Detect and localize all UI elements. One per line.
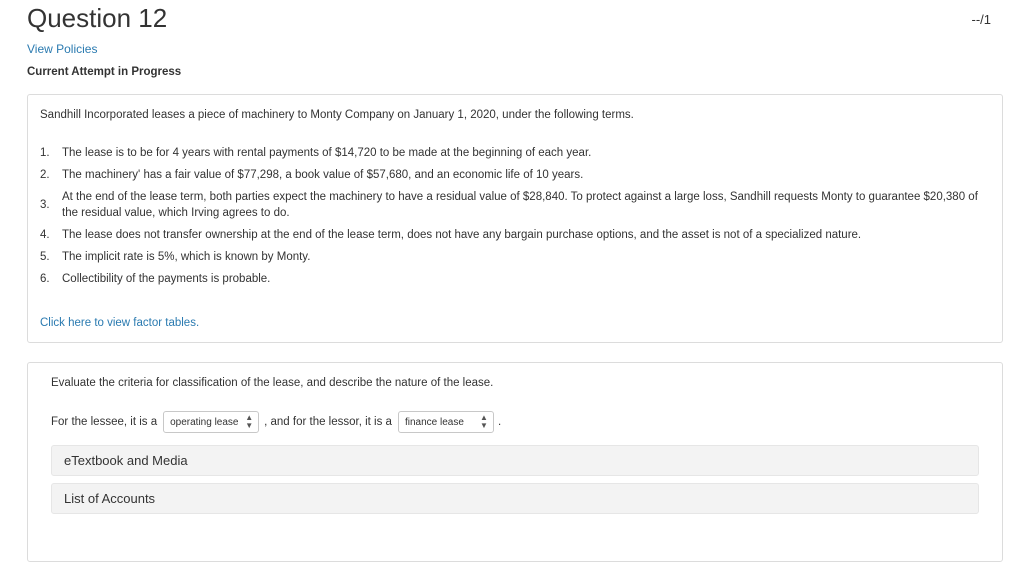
- terms-list: [40, 145, 990, 293]
- term-text: Collectibility of the payments is probable.: [62, 273, 271, 285]
- question-title: Question 12: [27, 3, 168, 33]
- answer-line: [51, 411, 501, 433]
- problem-card: [27, 94, 1003, 343]
- term-text: The lease is to be for 4 years with rental payments of $14,720 to be made at the beginning of each year.: [62, 147, 592, 159]
- attempt-status: Current Attempt in Progress: [27, 66, 182, 78]
- etextbook-label: eTextbook and Media: [64, 453, 188, 468]
- term-text: The lease does not transfer ownership at the end of the lease term, does not have any bargain purchase options, and the asset is not of a specialized nature.: [62, 229, 862, 241]
- list-item: [40, 271, 990, 287]
- list-item: [40, 227, 990, 243]
- list-item: [40, 189, 990, 221]
- term-number: 5.: [40, 251, 50, 263]
- sentence-end: .: [497, 416, 502, 428]
- list-item: [40, 167, 990, 183]
- lessee-prefix: For the lessee, it is a: [51, 416, 158, 428]
- list-item: [40, 249, 990, 265]
- term-number: 6.: [40, 273, 50, 285]
- list-of-accounts-button[interactable]: [51, 483, 979, 514]
- lessor-prefix: , and for the lessor, it is a: [264, 416, 392, 428]
- term-number: 4.: [40, 229, 50, 241]
- question-card: [27, 362, 1003, 562]
- factor-tables-link[interactable]: Click here to view factor tables.: [40, 317, 200, 329]
- term-text: The implicit rate is 5%, which is known by Monty.: [62, 251, 311, 263]
- accounts-label: List of Accounts: [64, 491, 156, 506]
- select-arrows-icon: ▲ ▼: [480, 413, 488, 430]
- lessor-selected-value: finance lease: [404, 416, 464, 428]
- term-text: At the end of the lease term, both parties expect the machinery to have a residual value of $28,840. To protect against a large loss, Sandhill requests Monty to guarantee $20,380 of the residual value, which Irving agrees to do.: [62, 191, 978, 219]
- lessee-classification-select[interactable]: [163, 411, 259, 433]
- etextbook-media-button[interactable]: [51, 445, 979, 476]
- list-item: [40, 145, 990, 161]
- term-number: 3.: [40, 199, 50, 211]
- term-number: 1.: [40, 147, 50, 159]
- question-prompt: Evaluate the criteria for classification of the lease, and describe the nature of the lease.: [51, 377, 494, 389]
- select-arrows-icon: ▲ ▼: [245, 413, 254, 430]
- view-policies-link[interactable]: View Policies: [27, 42, 98, 56]
- term-number: 2.: [40, 169, 50, 181]
- lessor-classification-select[interactable]: [398, 411, 494, 433]
- term-text: The machinery' has a fair value of $77,298, a book value of $57,680, and an economic life of 10 years.: [62, 169, 584, 181]
- problem-intro: Sandhill Incorporated leases a piece of machinery to Monty Company on January 1, 2020, under the following terms.: [40, 109, 634, 121]
- score-display: --/1: [971, 12, 991, 27]
- lessee-selected-value: operating lease: [170, 416, 239, 428]
